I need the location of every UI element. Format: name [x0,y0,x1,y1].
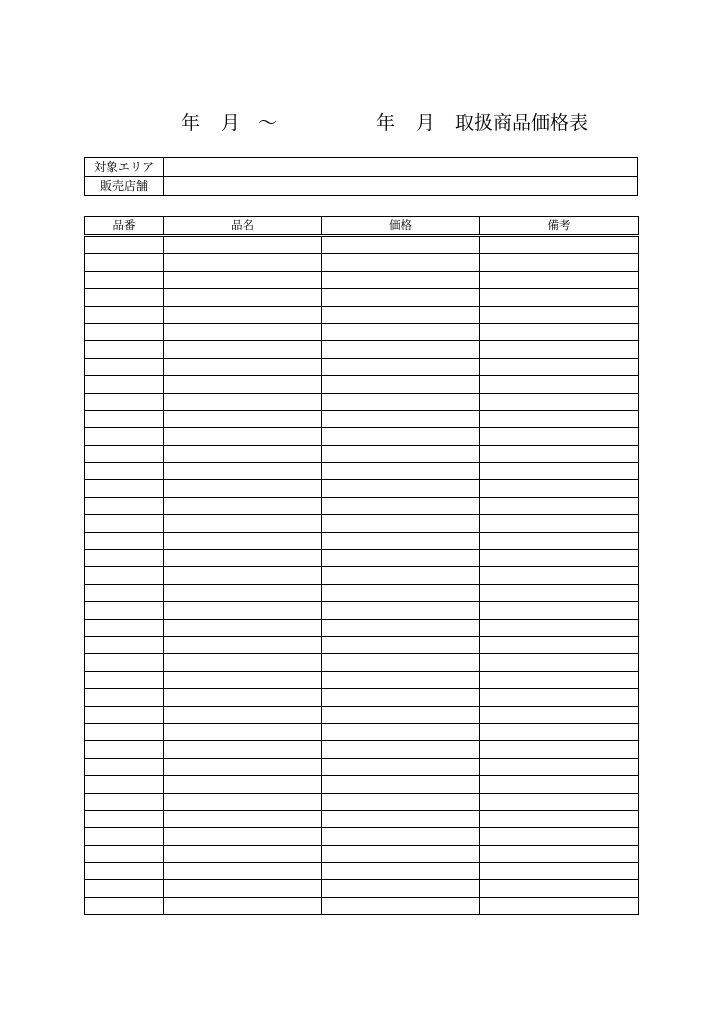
store-label: 販売店舗 [85,177,164,196]
remarks-cell[interactable] [480,480,639,497]
info-table [84,157,638,196]
target-area-field[interactable] [164,158,638,177]
item-name-cell[interactable] [164,358,322,375]
remarks-cell[interactable] [480,706,639,723]
item-number-cell[interactable] [85,810,164,827]
table-row [85,515,639,532]
remarks-cell[interactable] [480,723,639,740]
price-cell[interactable] [322,897,480,914]
price-cell[interactable] [322,793,480,810]
remarks-cell[interactable] [480,550,639,567]
column-header-remarks: 備考 [480,217,639,236]
item-number-cell[interactable] [85,480,164,497]
price-cell[interactable] [322,880,480,897]
table-row [85,863,639,880]
table-row [85,376,639,393]
item-number-cell[interactable] [85,636,164,653]
price-cell[interactable] [322,445,480,462]
table-row [85,636,639,653]
item-number-cell[interactable] [85,358,164,375]
table-row [85,793,639,810]
item-number-cell[interactable] [85,254,164,271]
table-row [85,428,639,445]
item-name-cell[interactable] [164,445,322,462]
item-name-cell[interactable] [164,532,322,549]
remarks-cell[interactable] [480,897,639,914]
item-name-cell[interactable] [164,602,322,619]
item-number-cell[interactable] [85,671,164,688]
item-number-cell[interactable] [85,271,164,288]
remarks-cell[interactable] [480,463,639,480]
price-cell[interactable] [322,254,480,271]
price-cell[interactable] [322,376,480,393]
price-cell[interactable] [322,532,480,549]
item-name-cell[interactable] [164,376,322,393]
item-number-cell[interactable] [85,289,164,306]
item-number-cell[interactable] [85,376,164,393]
remarks-cell[interactable] [480,776,639,793]
remarks-cell[interactable] [480,358,639,375]
price-cell[interactable] [322,393,480,410]
store-field[interactable] [164,177,638,196]
target-area-label: 対象エリア [85,158,164,177]
remarks-cell[interactable] [480,810,639,827]
remarks-cell[interactable] [480,758,639,775]
item-name-cell[interactable] [164,254,322,271]
remarks-cell[interactable] [480,271,639,288]
item-name-cell[interactable] [164,341,322,358]
price-cell[interactable] [322,619,480,636]
item-name-cell[interactable] [164,863,322,880]
remarks-cell[interactable] [480,741,639,758]
remarks-cell[interactable] [480,410,639,427]
item-name-cell[interactable] [164,236,322,254]
item-name-cell[interactable] [164,793,322,810]
price-cell[interactable] [322,463,480,480]
table-row [85,463,639,480]
table-row [85,584,639,601]
remarks-cell[interactable] [480,254,639,271]
item-number-cell[interactable] [85,532,164,549]
remarks-cell[interactable] [480,532,639,549]
price-cell[interactable] [322,863,480,880]
item-number-cell[interactable] [85,689,164,706]
document-title: 取扱商品価格表 [455,112,589,134]
end-month-label: 月 [416,112,436,134]
table-body [85,236,639,915]
remarks-cell[interactable] [480,636,639,653]
price-cell[interactable] [322,358,480,375]
remarks-cell[interactable] [480,828,639,845]
price-cell[interactable] [322,410,480,427]
store-row [85,177,638,196]
price-cell[interactable] [322,323,480,340]
table-row [85,480,639,497]
table-header-row [85,217,639,236]
remarks-cell[interactable] [480,393,639,410]
item-number-cell[interactable] [85,723,164,740]
price-cell[interactable] [322,758,480,775]
start-month-label: 月 [221,112,241,134]
remarks-cell[interactable] [480,793,639,810]
item-number-cell[interactable] [85,497,164,514]
item-number-cell[interactable] [85,323,164,340]
table-row [85,445,639,462]
remarks-cell[interactable] [480,236,639,254]
price-cell[interactable] [322,341,480,358]
item-name-cell[interactable] [164,515,322,532]
table-row [85,671,639,688]
remarks-cell[interactable] [480,515,639,532]
price-cell[interactable] [322,550,480,567]
remarks-cell[interactable] [480,619,639,636]
item-number-cell[interactable] [85,236,164,254]
price-cell[interactable] [322,584,480,601]
price-cell[interactable] [322,845,480,862]
item-name-cell[interactable] [164,636,322,653]
table-row [85,776,639,793]
item-number-cell[interactable] [85,741,164,758]
table-row [85,880,639,897]
price-table [84,216,639,915]
remarks-cell[interactable] [480,689,639,706]
item-name-cell[interactable] [164,741,322,758]
item-name-cell[interactable] [164,289,322,306]
table-row [85,289,639,306]
item-name-cell[interactable] [164,463,322,480]
item-name-cell[interactable] [164,671,322,688]
price-cell[interactable] [322,776,480,793]
table-row [85,654,639,671]
item-number-cell[interactable] [85,341,164,358]
price-cell[interactable] [322,810,480,827]
item-name-cell[interactable] [164,428,322,445]
item-number-cell[interactable] [85,515,164,532]
price-cell[interactable] [322,636,480,653]
end-year-label: 年 [376,112,396,134]
table-row [85,323,639,340]
remarks-cell[interactable] [480,602,639,619]
remarks-cell[interactable] [480,306,639,323]
item-name-cell[interactable] [164,810,322,827]
price-cell[interactable] [322,428,480,445]
table-row [85,236,639,254]
table-row [85,741,639,758]
remarks-cell[interactable] [480,654,639,671]
item-number-cell[interactable] [85,880,164,897]
column-header-item-name: 品名 [164,217,322,236]
table-row [85,845,639,862]
remarks-cell[interactable] [480,671,639,688]
table-row [85,532,639,549]
remarks-cell[interactable] [480,584,639,601]
item-name-cell[interactable] [164,828,322,845]
price-cell[interactable] [322,671,480,688]
price-cell[interactable] [322,828,480,845]
table-row [85,393,639,410]
item-name-cell[interactable] [164,758,322,775]
remarks-cell[interactable] [480,845,639,862]
table-row [85,602,639,619]
table-row [85,619,639,636]
price-cell[interactable] [322,271,480,288]
item-number-cell[interactable] [85,567,164,584]
item-name-cell[interactable] [164,567,322,584]
item-number-cell[interactable] [85,393,164,410]
table-row [85,828,639,845]
remarks-cell[interactable] [480,341,639,358]
remarks-cell[interactable] [480,445,639,462]
remarks-cell[interactable] [480,428,639,445]
price-cell[interactable] [322,515,480,532]
table-row [85,758,639,775]
item-number-cell[interactable] [85,410,164,427]
table-row [85,306,639,323]
remarks-cell[interactable] [480,289,639,306]
price-cell[interactable] [322,741,480,758]
start-year-label: 年 [181,112,201,134]
item-name-cell[interactable] [164,723,322,740]
price-cell[interactable] [322,306,480,323]
item-name-cell[interactable] [164,584,322,601]
table-row [85,341,639,358]
table-row [85,550,639,567]
table-row [85,410,639,427]
table-row [85,567,639,584]
target-area-row [85,158,638,177]
table-row [85,706,639,723]
price-cell[interactable] [322,723,480,740]
item-name-cell[interactable] [164,880,322,897]
item-number-cell[interactable] [85,863,164,880]
table-row [85,497,639,514]
item-name-cell[interactable] [164,410,322,427]
table-row [85,358,639,375]
item-number-cell[interactable] [85,428,164,445]
item-name-cell[interactable] [164,689,322,706]
remarks-cell[interactable] [480,880,639,897]
item-number-cell[interactable] [85,706,164,723]
item-name-cell[interactable] [164,654,322,671]
item-name-cell[interactable] [164,497,322,514]
table-row [85,689,639,706]
item-number-cell[interactable] [85,445,164,462]
item-number-cell[interactable] [85,758,164,775]
item-name-cell[interactable] [164,393,322,410]
item-number-cell[interactable] [85,654,164,671]
table-row [85,810,639,827]
item-number-cell[interactable] [85,584,164,601]
column-header-item-number: 品番 [85,217,164,236]
table-row [85,897,639,914]
remarks-cell[interactable] [480,497,639,514]
item-number-cell[interactable] [85,776,164,793]
table-row [85,271,639,288]
item-number-cell[interactable] [85,463,164,480]
item-name-cell[interactable] [164,619,322,636]
price-cell[interactable] [322,480,480,497]
table-row [85,723,639,740]
remarks-cell[interactable] [480,376,639,393]
item-name-cell[interactable] [164,271,322,288]
price-cell[interactable] [322,236,480,254]
item-name-cell[interactable] [164,706,322,723]
price-cell[interactable] [322,689,480,706]
price-cell[interactable] [322,497,480,514]
item-number-cell[interactable] [85,619,164,636]
range-separator: ～ [258,112,278,134]
item-name-cell[interactable] [164,323,322,340]
table-row [85,254,639,271]
remarks-cell[interactable] [480,863,639,880]
item-name-cell[interactable] [164,480,322,497]
item-number-cell[interactable] [85,550,164,567]
price-cell[interactable] [322,602,480,619]
item-number-cell[interactable] [85,306,164,323]
price-cell[interactable] [322,706,480,723]
item-name-cell[interactable] [164,306,322,323]
remarks-cell[interactable] [480,323,639,340]
price-cell[interactable] [322,289,480,306]
item-name-cell[interactable] [164,776,322,793]
item-name-cell[interactable] [164,845,322,862]
item-number-cell[interactable] [85,602,164,619]
item-number-cell[interactable] [85,793,164,810]
item-number-cell[interactable] [85,845,164,862]
item-name-cell[interactable] [164,897,322,914]
remarks-cell[interactable] [480,567,639,584]
item-name-cell[interactable] [164,550,322,567]
price-cell[interactable] [322,567,480,584]
column-header-price: 価格 [322,217,480,236]
item-number-cell[interactable] [85,897,164,914]
item-number-cell[interactable] [85,828,164,845]
price-cell[interactable] [322,654,480,671]
